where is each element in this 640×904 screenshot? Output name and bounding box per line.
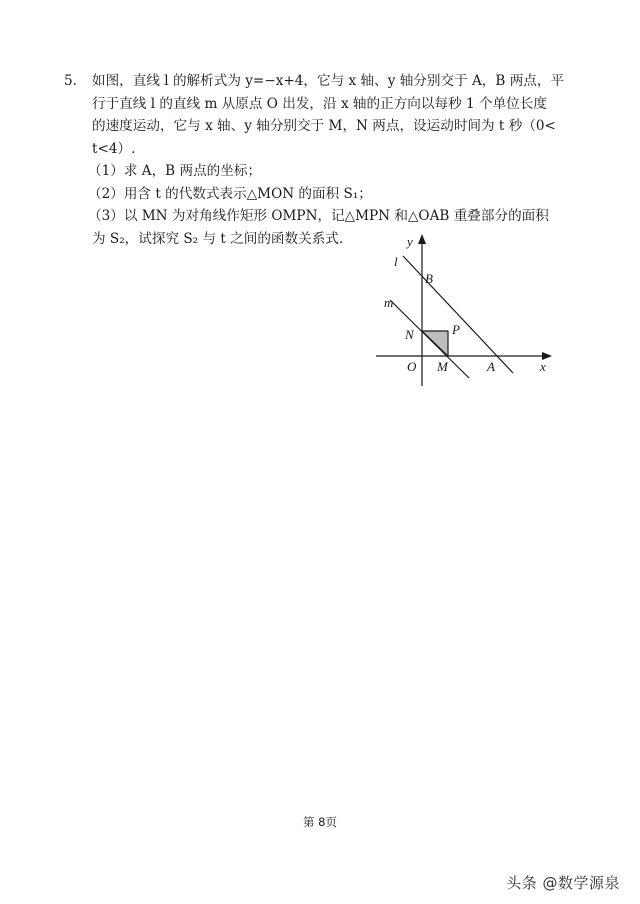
question-part-3-continued: 为 S₂，试探究 S₂ 与 t 之间的函数关系式. <box>92 230 344 247</box>
problem-line-2: 行于直线 l 的直线 m 从原点 O 出发，沿 x 轴的正方向以每秒 1 个单位长度 <box>92 95 547 112</box>
problem-line-4: t<4）. <box>92 140 136 157</box>
watermark: 头条 @数学源泉 <box>506 874 620 892</box>
label-n: N <box>405 327 414 342</box>
label-a: A <box>487 359 495 374</box>
label-p: P <box>452 322 460 337</box>
question-part-1: （1）求 A，B 两点的坐标； <box>88 163 262 179</box>
label-l: l <box>394 254 398 269</box>
label-b: B <box>425 271 433 286</box>
label-o: O <box>407 359 417 374</box>
question-part-3: （3）以 MN 为对角线作矩形 OMPN，记△MPN 和△OAB 重叠部分的面积 <box>88 208 549 224</box>
coordinate-diagram <box>370 228 560 388</box>
y-axis-arrow <box>418 234 426 244</box>
label-m: m <box>384 295 394 310</box>
label-m-point: M <box>437 359 448 374</box>
page-number: 第 8页 <box>303 815 337 829</box>
line-m <box>390 300 469 378</box>
label-y: y <box>407 234 413 249</box>
geometry-figure <box>370 228 560 388</box>
question-part-2: （2）用含 t 的代数式表示△MON 的面积 S₁； <box>88 185 372 202</box>
problem-block <box>64 70 584 250</box>
problem-line-1 <box>64 70 584 93</box>
problem-text-1: 如图，直线 l 的解析式为 y=−x+4，它与 x 轴、y 轴分别交于 A，B 两点，平 <box>92 73 565 89</box>
label-x: x <box>540 359 546 374</box>
problem-number: 5. <box>64 73 77 89</box>
problem-line-3: 的速度运动，它与 x 轴、y 轴分别交于 M，N 两点，设运动时间为 t 秒（0< <box>92 118 556 134</box>
